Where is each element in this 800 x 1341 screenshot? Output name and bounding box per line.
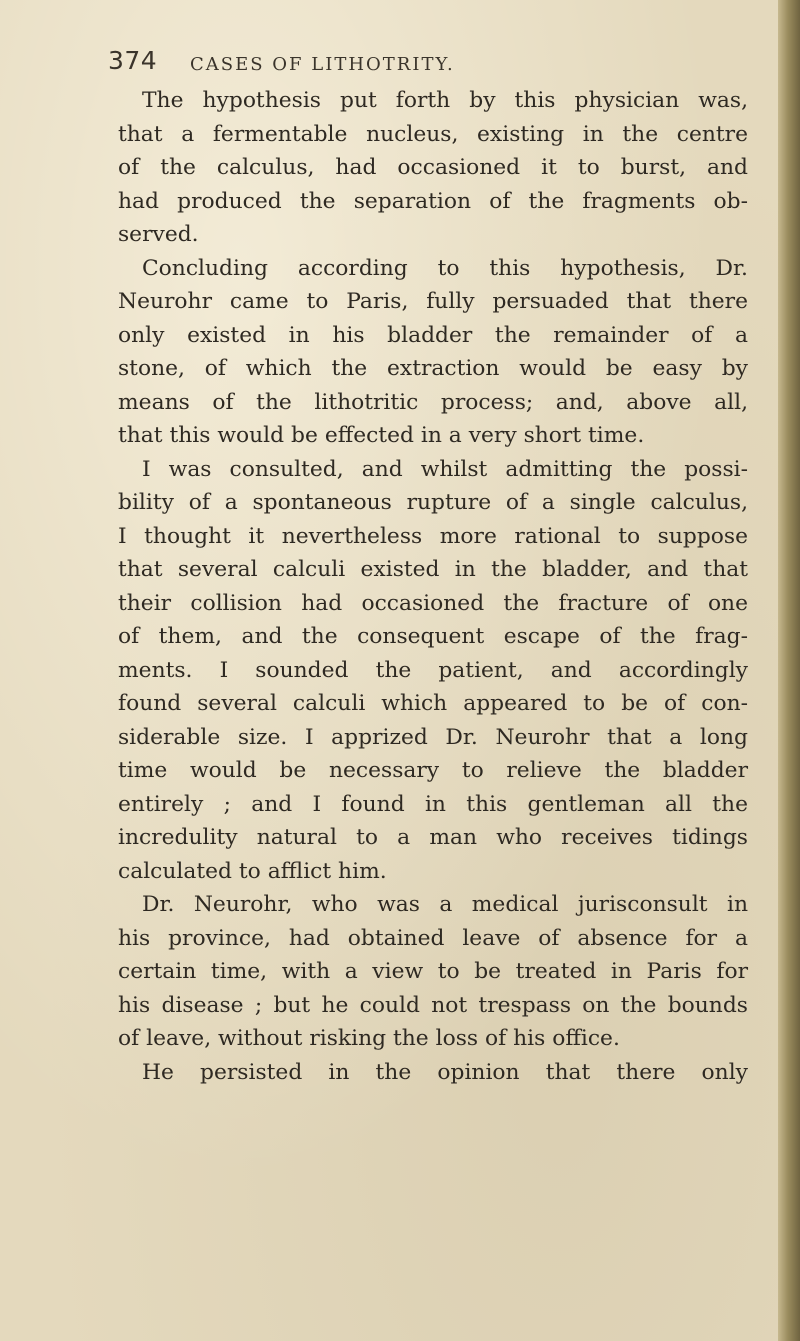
text-line: The hypothesis put forth by this physician was, (142, 88, 748, 113)
text-line: I was consulted, and whilst admitting the possi- (142, 456, 748, 482)
text-line: that several calculi existed in the bladder, and that (118, 557, 748, 582)
text-line: I thought it nevertheless more rational to suppose (118, 523, 748, 549)
text-line: served. (118, 222, 199, 247)
page-edge (778, 0, 800, 1341)
text-line: time would be necessary to relieve the bladder (118, 758, 748, 783)
text-line: that this would be effected in a very short time. (118, 423, 645, 448)
text-line: entirely ; and I found in this gentleman all the (118, 791, 748, 817)
text-line: certain time, with a view to be treated in Paris for (118, 959, 748, 984)
text-line: bility of a spontaneous rupture of a single calculus, (118, 490, 748, 515)
text-line: his province, had obtained leave of absence for a (118, 925, 748, 951)
text-line: siderable size. I apprized Dr. Neurohr that a long (118, 724, 748, 750)
text-line: calculated to afflict him. (118, 858, 387, 884)
text-line: ments. I sounded the patient, and accordingly (118, 657, 748, 683)
text-line: Dr. Neurohr, who was a medical jurisconsult in (142, 892, 748, 917)
text-line: Neurohr came to Paris, fully persuaded that there (118, 289, 748, 314)
text-line: his disease ; but he could not trespass on the bounds (118, 992, 748, 1018)
text-line: incredulity natural to a man who receives tidings (118, 825, 748, 850)
text-line: He persisted in the opinion that there only (142, 1059, 748, 1085)
text-line: had produced the separation of the fragments ob- (118, 188, 748, 214)
text-line: found several calculi which appeared to be of con- (118, 691, 748, 716)
text-line: that a fermentable nucleus, existing in the centre (118, 121, 748, 147)
text-line: stone, of which the extraction would be easy by (118, 356, 748, 381)
text-line: means of the lithotritic process; and, above all, (118, 389, 748, 415)
text-line: of them, and the consequent escape of the frag- (118, 624, 748, 649)
text-line: their collision had occasioned the fracture of one (118, 590, 748, 616)
page-header (108, 46, 768, 82)
text-line: of leave, without risking the loss of his office. (118, 1026, 620, 1051)
body-text (118, 84, 748, 1089)
page-number: 374 (108, 46, 158, 75)
text-line: only existed in his bladder the remainder of a (118, 322, 748, 348)
text-line: Concluding according to this hypothesis, Dr. (142, 255, 748, 281)
text-line: of the calculus, had occasioned it to burst, and (118, 155, 748, 180)
running-head: CASES OF LITHOTRITY. (190, 54, 455, 75)
